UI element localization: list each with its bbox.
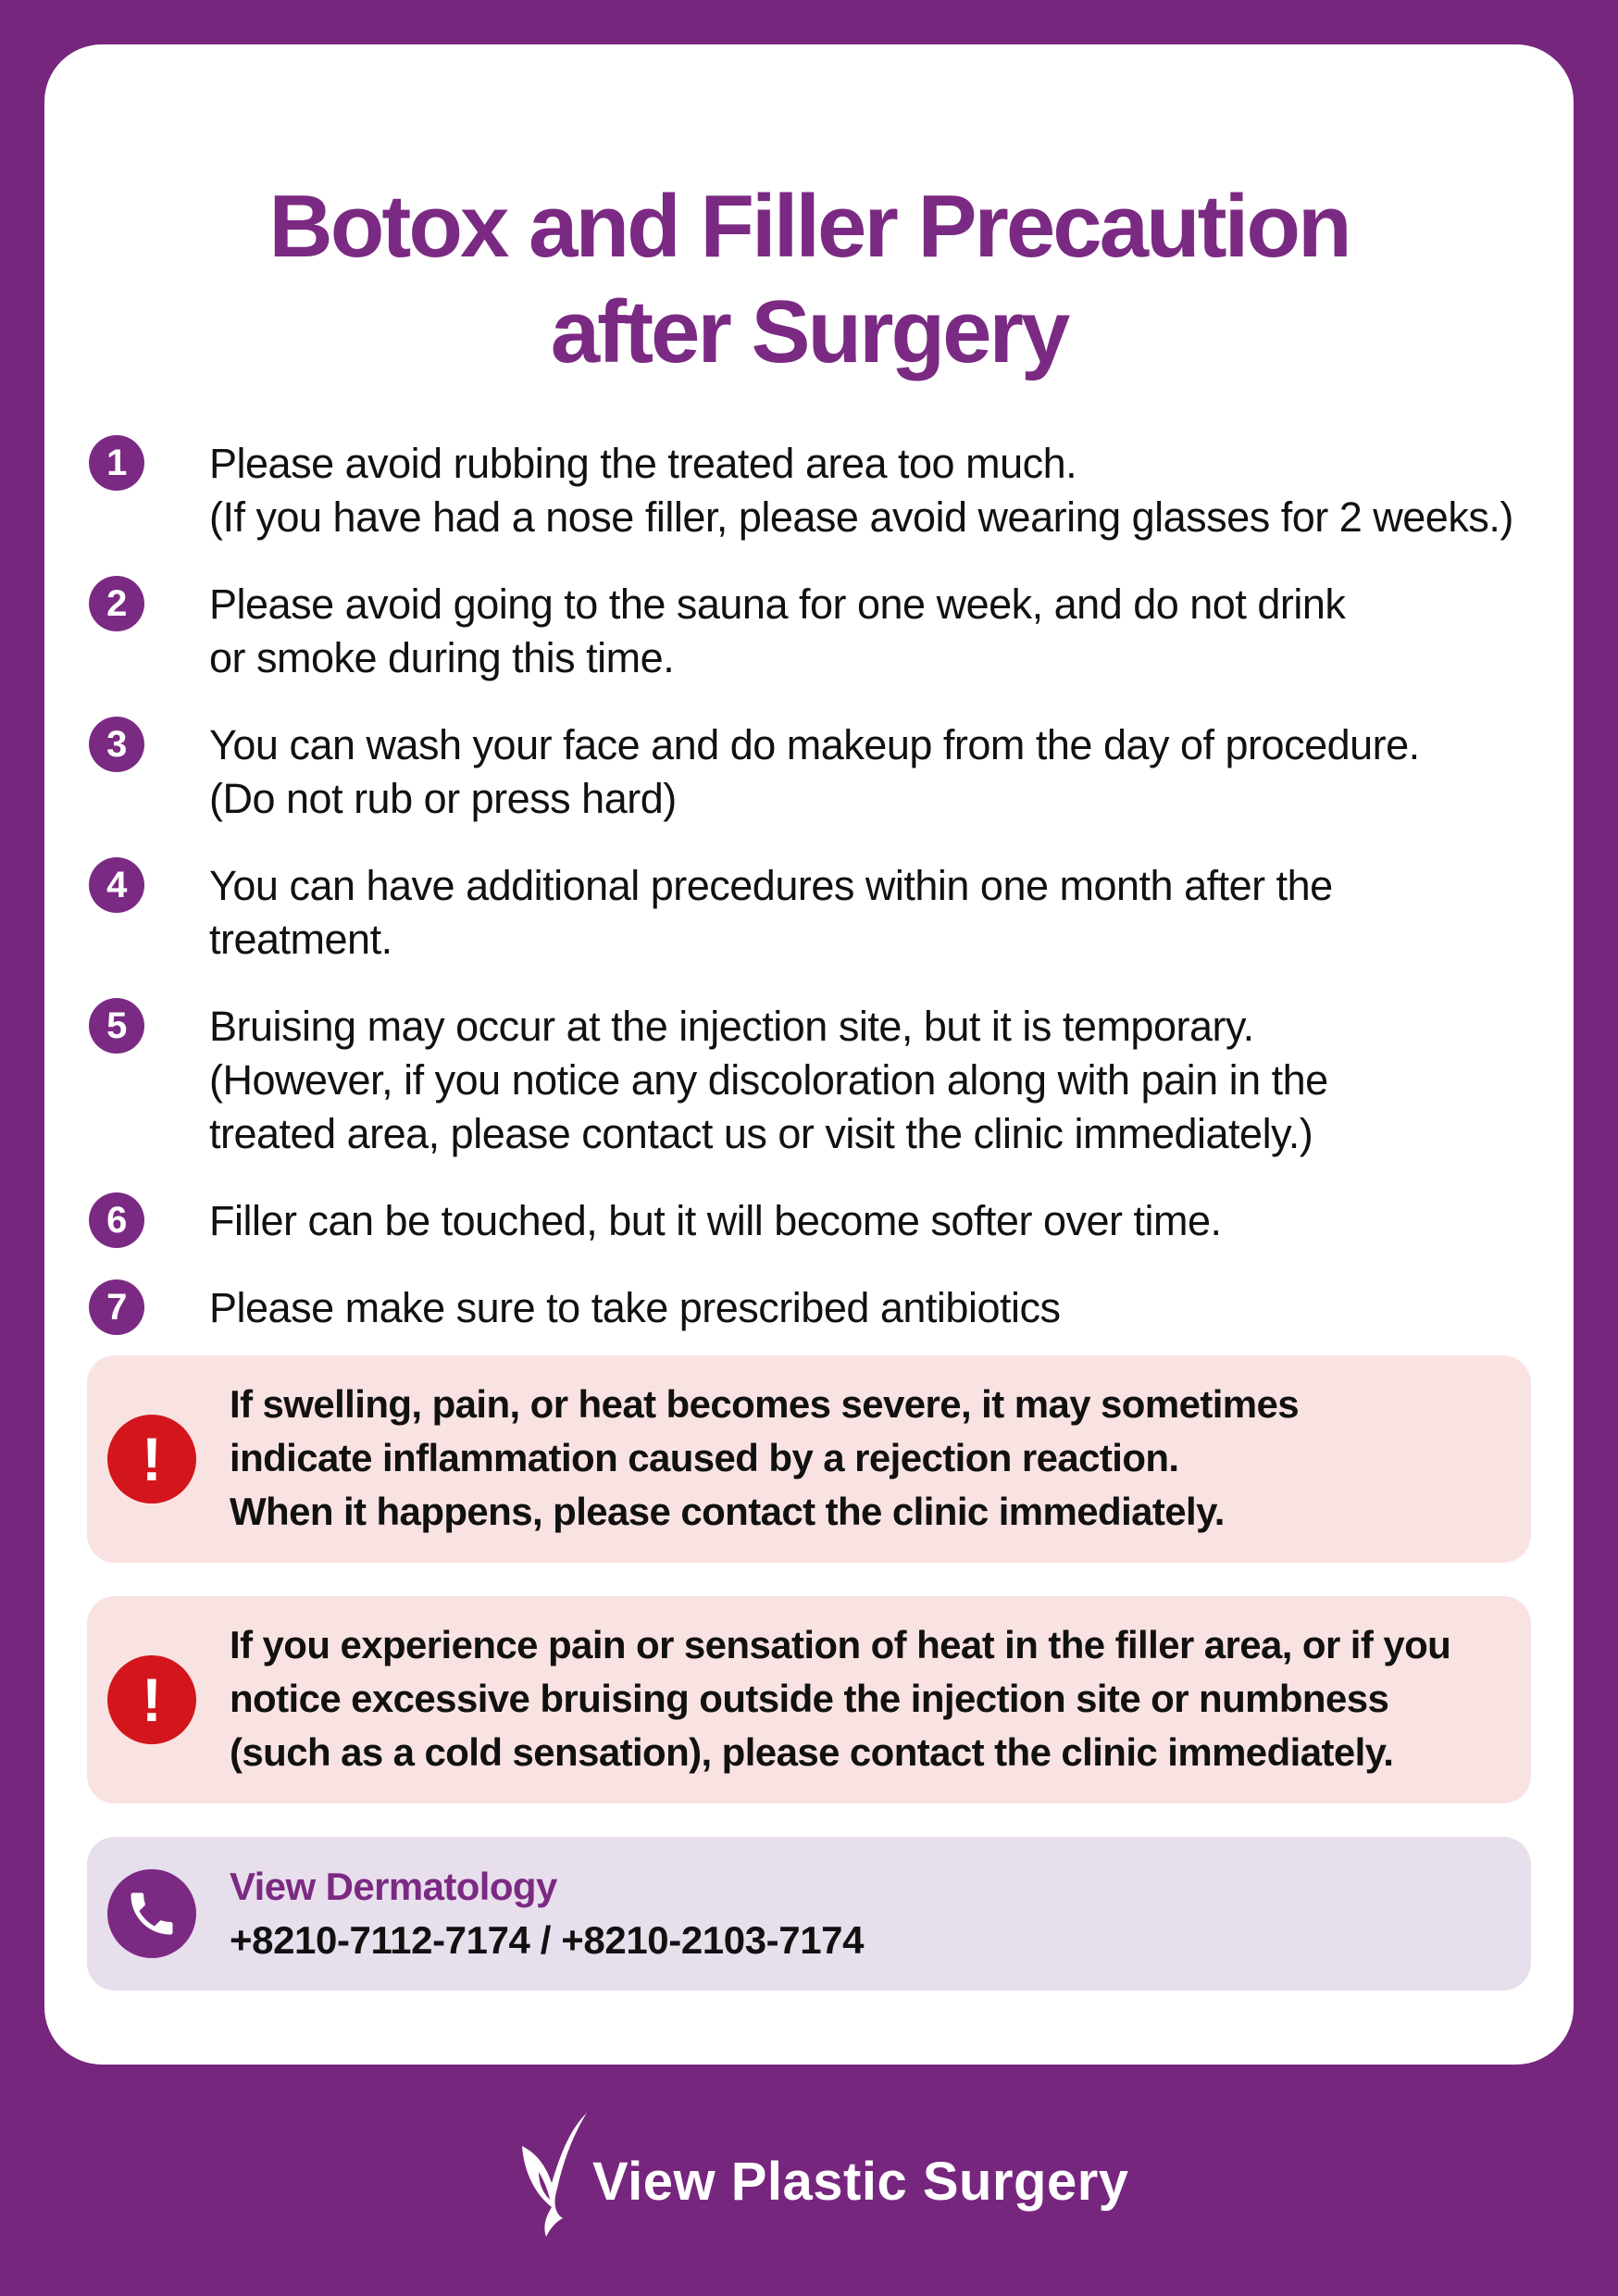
phone-glyph	[124, 1886, 180, 1941]
item-text: Please make sure to take prescribed antibiotics	[209, 1284, 1061, 1331]
item-text: You can wash your face and do makeup from the day of procedure.	[209, 721, 1420, 768]
content-card	[44, 44, 1574, 2065]
clinic-name: View Dermatology	[230, 1865, 557, 1908]
warning-line: If swelling, pain, or heat becomes severe, it may sometimes	[230, 1382, 1300, 1426]
leaf-logo-icon	[515, 2111, 589, 2240]
number-badge: 6	[89, 1192, 144, 1248]
item-text: treatment.	[209, 916, 392, 963]
warning-box-rejection	[87, 1355, 1531, 1563]
page-title	[44, 174, 1574, 385]
phone-numbers[interactable]: +8210-7112-7174 / +8210-2103-7174	[230, 1918, 865, 1962]
number-badge: 3	[89, 717, 144, 772]
item-text: Filler can be touched, but it will become softer over time.	[209, 1197, 1222, 1244]
brand-name: View Plastic Surgery	[592, 2152, 1129, 2212]
number-badge: 2	[89, 576, 144, 631]
exclamation-icon: !	[107, 1415, 196, 1504]
list-item	[89, 1194, 1551, 1248]
warning-text	[230, 1378, 1299, 1539]
footer	[0, 2111, 1618, 2240]
list-item	[89, 437, 1551, 544]
list-item	[89, 718, 1551, 826]
list-item	[89, 1000, 1551, 1161]
warning-text	[230, 1618, 1450, 1779]
warning-line: notice excessive bruising outside the injection site or numbness	[230, 1677, 1389, 1720]
number-badge: 5	[89, 998, 144, 1054]
number-badge: 7	[89, 1279, 144, 1335]
item-text: or smoke during this time.	[209, 634, 675, 681]
warning-line: (such as a cold sensation), please contact the clinic immediately.	[230, 1730, 1394, 1774]
item-text: (However, if you notice any discoloration along with pain in the	[209, 1056, 1328, 1104]
item-text: Bruising may occur at the injection site, but it is temporary.	[209, 1003, 1254, 1050]
item-text: Please avoid going to the sauna for one week, and do not drink	[209, 580, 1346, 628]
warning-box-bruising	[87, 1596, 1531, 1803]
list-item	[89, 1281, 1551, 1335]
page-title-line-2: after Surgery	[550, 282, 1068, 381]
warning-line: indicate inflammation caused by a rejection reaction.	[230, 1436, 1179, 1479]
item-text: Please avoid rubbing the treated area too much.	[209, 440, 1077, 487]
phone-icon[interactable]	[107, 1869, 196, 1958]
precaution-list	[89, 437, 1551, 1368]
number-badge: 1	[89, 435, 144, 491]
item-text: (Do not rub or press hard)	[209, 775, 677, 822]
list-item	[89, 859, 1551, 967]
warning-line: If you experience pain or sensation of heat in the filler area, or if you	[230, 1623, 1451, 1666]
item-text: You can have additional precedures within one month after the	[209, 862, 1333, 909]
warning-line: When it happens, please contact the clinic immediately.	[230, 1490, 1225, 1533]
contact-box	[87, 1837, 1531, 1990]
item-text: (If you have had a nose filler, please avoid wearing glasses for 2 weeks.)	[209, 493, 1513, 541]
number-badge: 4	[89, 857, 144, 913]
list-item	[89, 578, 1551, 685]
item-text: treated area, please contact us or visit the clinic immediately.)	[209, 1110, 1313, 1157]
page-title-line-1: Botox and Filler Precaution	[268, 177, 1350, 276]
exclamation-icon: !	[107, 1655, 196, 1744]
